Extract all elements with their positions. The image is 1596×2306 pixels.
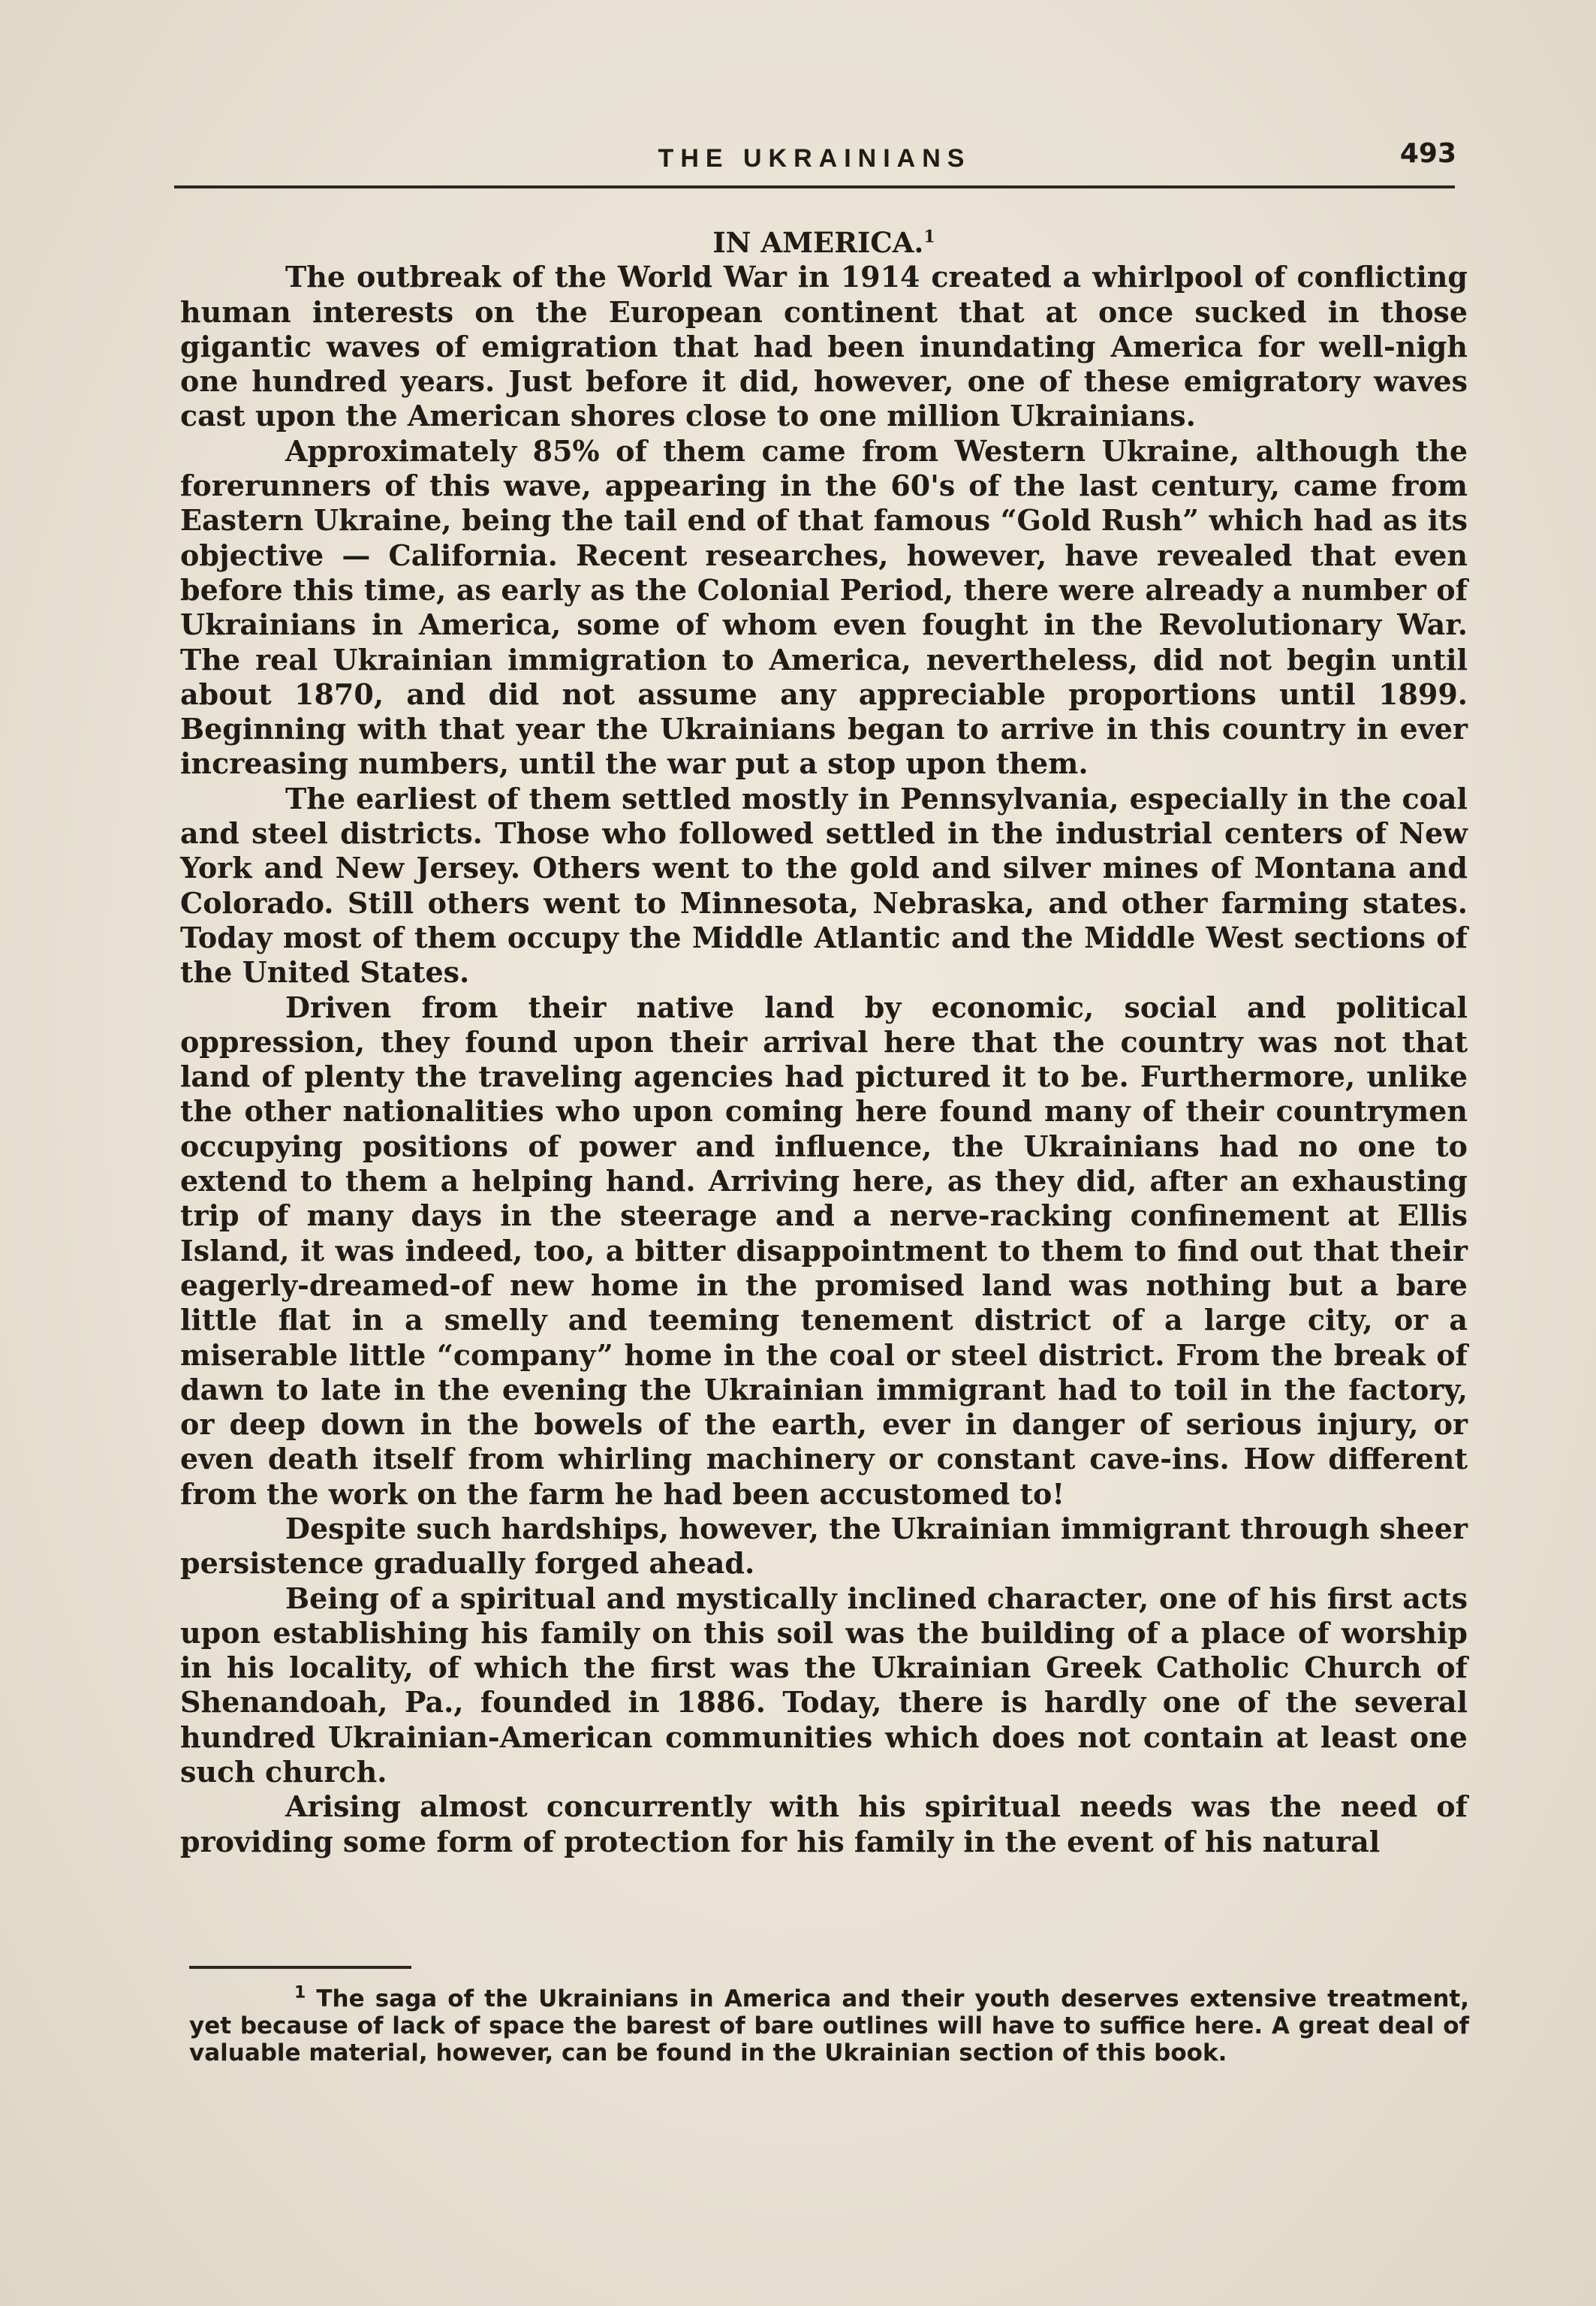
- header-rule: [174, 185, 1455, 188]
- paragraph-6: Being of a spiritual and mystically inclined character, one of his first acts upon establishing his family on this soil was the building of a place of worship in his locality, of which the first was the Ukrainian Greek Catholic Church of Shenandoah, Pa., founded in 1886. Today, there is hardly one of the several hundred Ukrainian-American communities which does not contain at least one such church.: [180, 1581, 1468, 1789]
- footnote-text: The saga of the Ukrainians in America and their youth deserves extensive treatment, yet because of lack of space the barest of bare outlines will have to suffice here. A great deal of valuable material, however, can be found in the Ukrainian section of this book.: [189, 1985, 1469, 2066]
- section-heading-text: IN AMERICA.: [712, 226, 924, 259]
- paragraph-1: The outbreak of the World War in 1914 created a whirlpool of conflicting human interests on the European continent that at once sucked in those gigantic waves of emigration that had been inundating America for well-nigh one hundred years. Just before it did, however, one of these emigratory waves cast upon the American shores close to one million Ukrainians.: [180, 260, 1468, 433]
- section-heading: [180, 225, 1468, 260]
- paragraph-5: Despite such hardships, however, the Ukrainian immigrant through sheer persistence gradually forged ahead.: [180, 1511, 1468, 1581]
- footnote-reference: 1: [923, 227, 935, 247]
- footnote: [189, 1985, 1469, 2066]
- footnote-rule: [189, 1966, 411, 1969]
- paragraph-7: Arising almost concurrently with his spiritual needs was the need of providing some form of protection for his family in the event of his natural: [180, 1789, 1468, 1858]
- running-head: [173, 134, 1456, 186]
- paragraph-4: Driven from their native land by economic, social and political oppression, they found upon their arrival here that the country was not that land of plenty the traveling agencies had pictured it to be. Furthermore, unlike the other nationalities who upon coming here found many of their countrymen occupying positions of power and influence, the Ukrainians had no one to extend to them a helping hand. Arriving here, as they did, after an exhausting trip of many days in the steerage and a nerve-racking confinement at Ellis Island, it was indeed, too, a bitter disappointment to them to find out that their eagerly-dreamed-of new home in the promised land was nothing but a bare little flat in a smelly and teeming tenement district of a large city, or a miserable little “company” home in the coal or steel district. From the break of dawn to late in the evening the Ukrainian immigrant had to toil in the factory, or deep down in the bowels of the earth, ever in danger of serious injury, or even death itself from whirling machinery or constant cave-ins. How different from the work on the farm he had been accustomed to!: [180, 990, 1468, 1511]
- running-title: THE UKRAINIANS: [658, 144, 971, 173]
- body-text: [180, 225, 1468, 1859]
- paragraph-2: Approximately 85% of them came from Western Ukraine, although the forerunners of this wave, appearing in the 60's of the last century, came from Eastern Ukraine, being the tail end of that famous “Gold Rush” which had as its objective — California. Recent researches, however, have revealed that even before this time, as early as the Colonial Period, there were already a number of Ukrainians in America, some of whom even fought in the Revolutionary War. The real Ukrainian immigration to America, nevertheless, did not begin until about 1870, and did not assume any appreciable proportions until 1899. Beginning with that year the Ukrainians began to arrive in this country in ever increasing numbers, until the war put a stop upon them.: [180, 433, 1468, 781]
- footnote-mark: 1: [294, 1983, 306, 2003]
- page-number: 493: [1399, 138, 1456, 169]
- paragraph-3: The earliest of them settled mostly in Pennsylvania, especially in the coal and steel districts. Those who followed settled in the industrial centers of New York and New Jersey. Others went to the gold and silver mines of Montana and Colorado. Still others went to Minnesota, Nebraska, and other farming states. Today most of them occupy the Middle Atlantic and the Middle West sections of the United States.: [180, 781, 1468, 990]
